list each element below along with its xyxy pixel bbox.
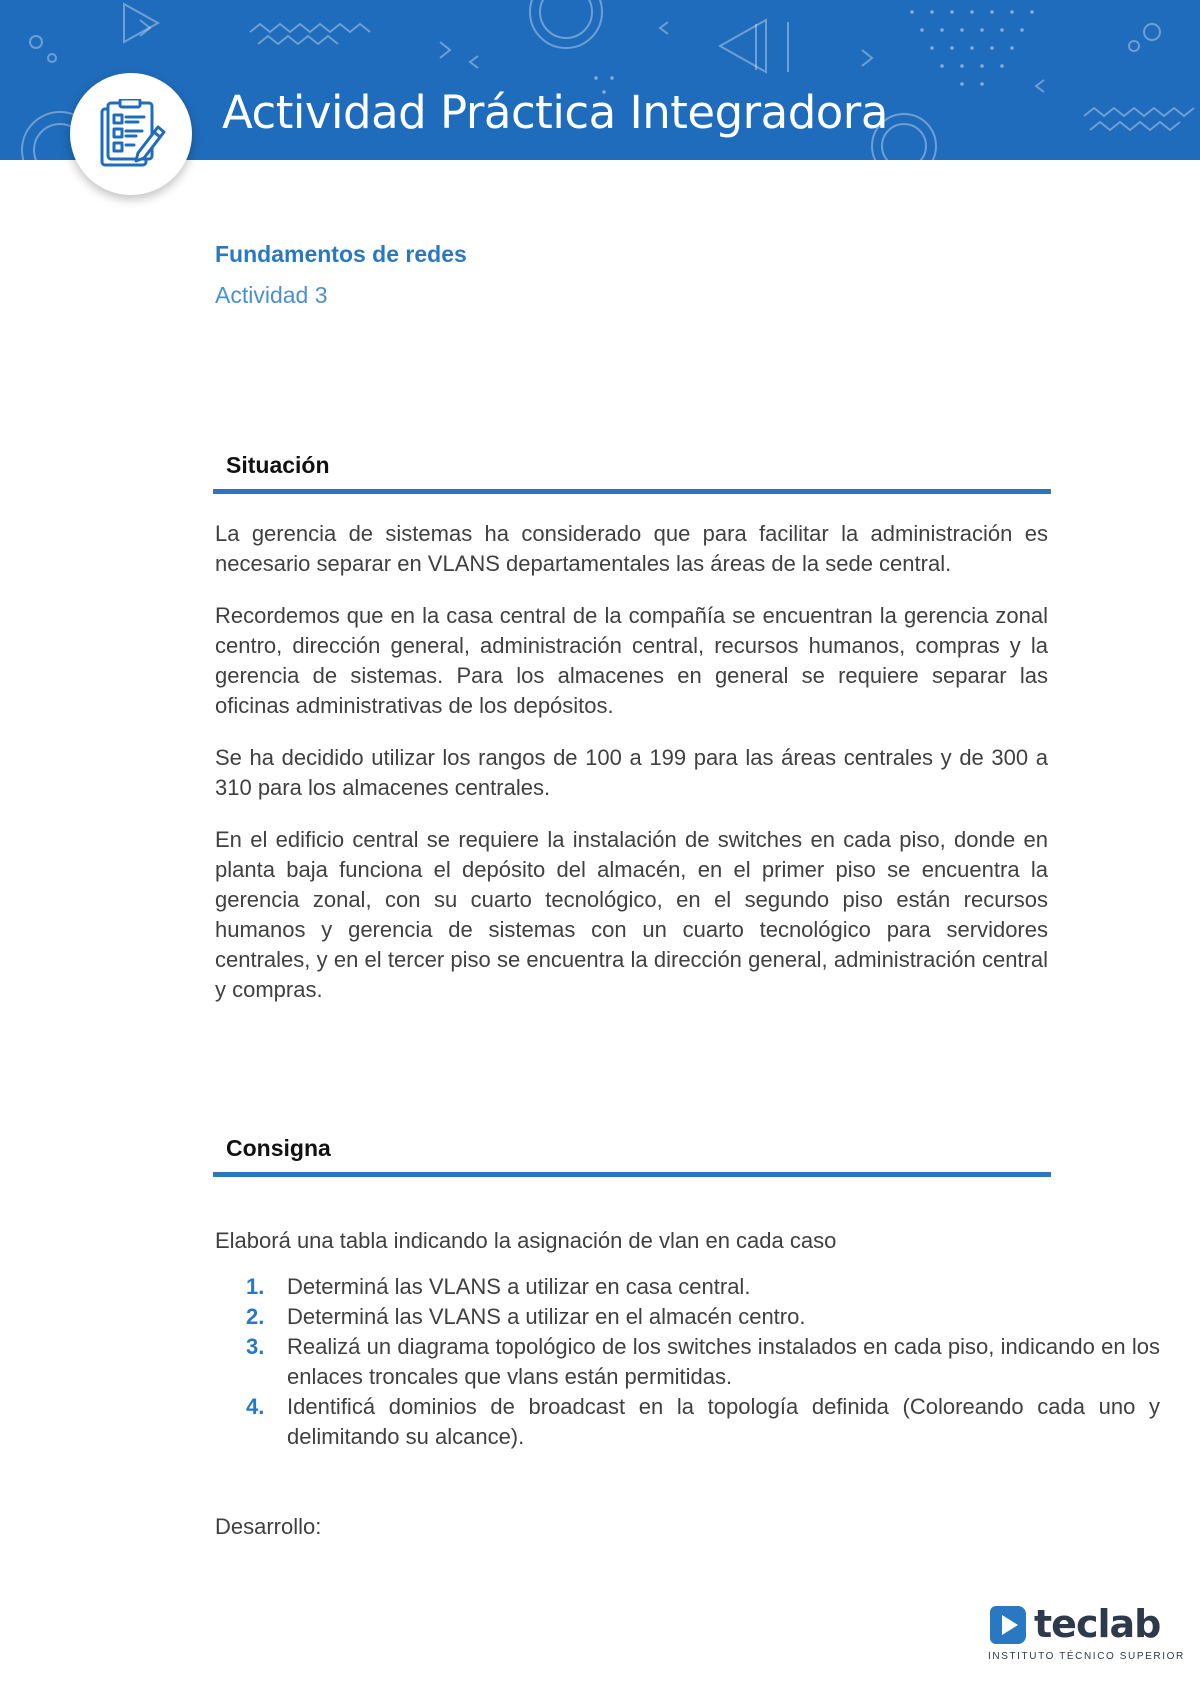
task-text: Determiná las VLANS a utilizar en casa central. bbox=[287, 1274, 751, 1299]
situation-paragraph: Recordemos que en la casa central de la compañía se encuentran la gerencia zonal centro, dirección general, administración central, recursos humanos, compras y la gerencia de sistemas. Para los almacenes en general se requiere separar las oficinas administrativas de los depósitos. bbox=[215, 603, 1048, 718]
task-number: 1. bbox=[246, 1274, 265, 1299]
task-text: Identificá dominios de broadcast en la topología definida (Coloreando cada uno y delimitando su alcance). bbox=[287, 1394, 1160, 1449]
situation-paragraph: En el edificio central se requiere la instalación de switches en cada piso, donde en planta baja funciona el depósito del almacén, en el primer piso se encuentra la gerencia zonal, con su cuarto tecnológico, en el segundo piso están recursos humanos y gerencia de sistemas con un cuarto tecnológico para servidores centrales, y en el tercer piso se encuentra la dirección general, administración central y compras. bbox=[215, 827, 1048, 1002]
page-title: Actividad Práctica Integradora bbox=[222, 86, 888, 139]
task-number: 3. bbox=[246, 1334, 265, 1359]
logo-subtitle: INSTITUTO TÉCNICO SUPERIOR bbox=[988, 1651, 1185, 1662]
play-icon bbox=[988, 1604, 1028, 1646]
situation-paragraph: Se ha decidido utilizar los rangos de 100 a 199 para las áreas centrales y de 300 a 310 para los almacenes centrales. bbox=[215, 745, 1048, 800]
activity-label: Actividad 3 bbox=[215, 282, 328, 308]
task-list bbox=[246, 1272, 1160, 1452]
situation-body bbox=[215, 519, 1048, 1027]
list-item bbox=[246, 1302, 1160, 1332]
situation-paragraph: La gerencia de sistemas ha considerado que para facilitar la administración es necesario separar en VLANS departamentales las áreas de la sede central. bbox=[215, 521, 1048, 576]
development-label: Desarrollo: bbox=[215, 1514, 322, 1539]
document-edit-icon bbox=[98, 99, 166, 169]
list-item bbox=[246, 1392, 1160, 1452]
situation-divider bbox=[213, 489, 1051, 494]
consigna-divider bbox=[213, 1172, 1051, 1177]
list-item bbox=[246, 1272, 1160, 1302]
task-text: Realizá un diagrama topológico de los switches instalados en cada piso, indicando en los enlaces troncales que vlans están permitidas. bbox=[287, 1334, 1160, 1389]
course-name: Fundamentos de redes bbox=[215, 241, 467, 267]
list-item bbox=[246, 1332, 1160, 1392]
header-badge bbox=[70, 73, 192, 195]
situation-heading: Situación bbox=[226, 452, 330, 478]
consigna-instruction: Elaborá una tabla indicando la asignación de vlan en cada caso bbox=[215, 1228, 837, 1253]
task-number: 2. bbox=[246, 1304, 265, 1329]
task-text: Determiná las VLANS a utilizar en el almacén centro. bbox=[287, 1304, 806, 1329]
teclab-logo bbox=[988, 1602, 1185, 1664]
task-number: 4. bbox=[246, 1394, 265, 1419]
logo-wordmark: teclab bbox=[1034, 1602, 1161, 1646]
consigna-heading: Consigna bbox=[226, 1135, 331, 1161]
